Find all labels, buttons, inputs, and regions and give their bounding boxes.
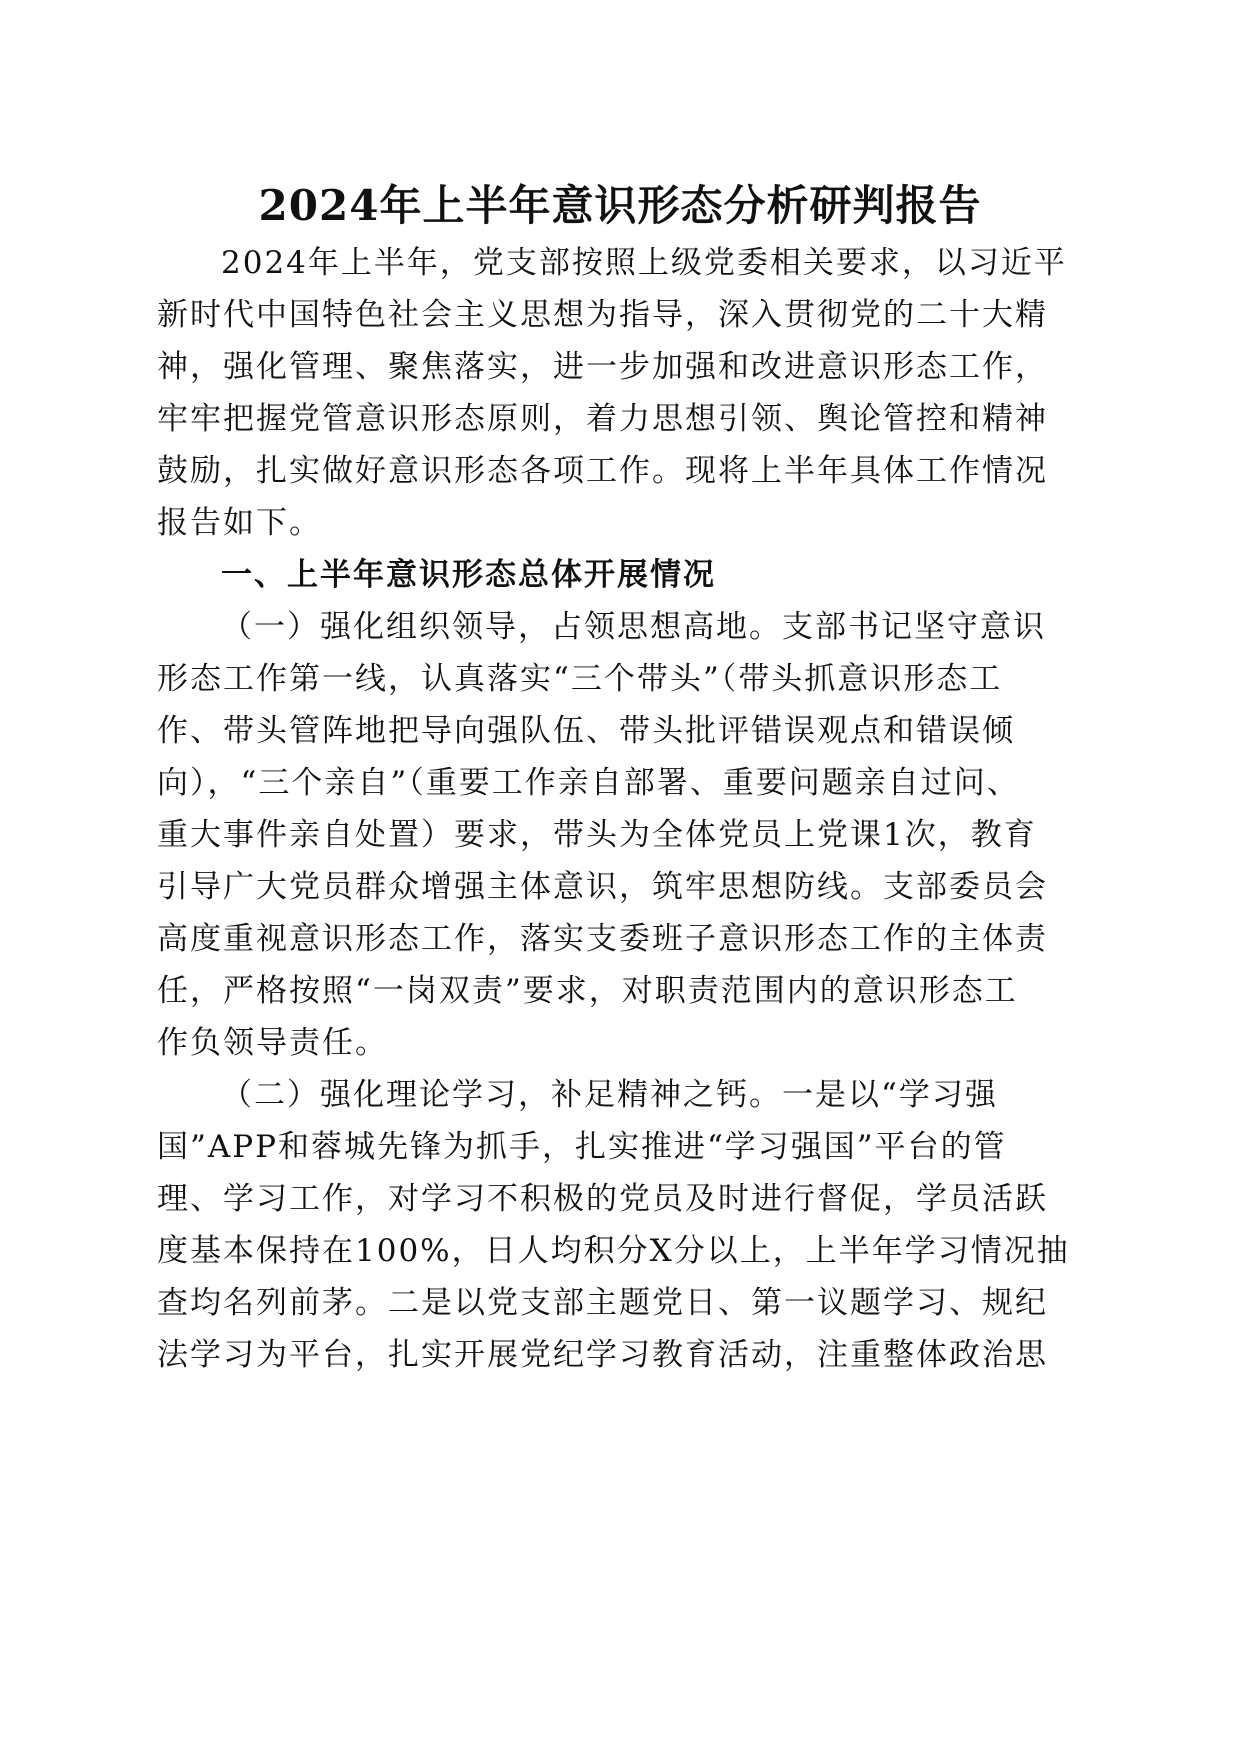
paragraph-line: 形态工作第一线，认真落实“三个带头”（带头抓意识形态工 bbox=[157, 661, 1003, 697]
paragraph-line: 作、带头管阵地把导向强队伍、带头批评错误观点和错误倾 bbox=[157, 713, 1015, 749]
paragraph-line: 新时代中国特色社会主义思想为指导，深入贯彻党的二十大精 bbox=[157, 297, 1048, 333]
paragraph-line: 度基本保持在100%，日人均积分X分以上，上半年学习情况抽 bbox=[157, 1233, 1070, 1269]
paragraph-line: 神，强化管理、聚焦落实，进一步加强和改进意识形态工作， bbox=[157, 349, 1048, 385]
paragraph-line: 查均名列前茅。二是以党支部主题党日、第一议题学习、规纪 bbox=[157, 1285, 1048, 1321]
paragraph-line: 2024年上半年，党支部按照上级党委相关要求，以习近平 bbox=[221, 245, 1067, 281]
paragraph-line: 国”APP和蓉城先锋为抓手，扎实推进“学习强国”平台的管 bbox=[157, 1129, 1007, 1165]
paragraph-line: 牢牢把握党管意识形态原则，着力思想引领、舆论管控和精神 bbox=[157, 401, 1048, 437]
paragraph-line: 引导广大党员群众增强主体意识，筑牢思想防线。支部委员会 bbox=[157, 869, 1048, 905]
document-title: 2024年上半年意识形态分析研判报告 bbox=[258, 181, 982, 230]
paragraph-line: 鼓励，扎实做好意识形态各项工作。现将上半年具体工作情况 bbox=[157, 453, 1048, 489]
paragraph-line: （二）强化理论学习，补足精神之钙。一是以“学习强 bbox=[221, 1077, 998, 1113]
paragraph-line: 任，严格按照“一岗双责”要求，对职责范围内的意识形态工 bbox=[157, 973, 1018, 1009]
paragraph-line: 高度重视意识形态工作，落实支委班子意识形态工作的主体责 bbox=[157, 921, 1048, 957]
paragraph-line: （一）强化组织领导，占领思想高地。支部书记坚守意识 bbox=[221, 609, 1046, 645]
paragraph-line: 作负领导责任。 bbox=[157, 1025, 388, 1061]
paragraph-line: 理、学习工作，对学习不积极的党员及时进行督促，学员活跃 bbox=[157, 1181, 1048, 1217]
paragraph-line: 报告如下。 bbox=[157, 505, 322, 541]
paragraph-line: 法学习为平台，扎实开展党纪学习教育活动，注重整体政治思 bbox=[157, 1337, 1048, 1373]
paragraph-line: 向），“三个亲自”（重要工作亲自部署、重要问题亲自过问、 bbox=[157, 765, 1020, 801]
section-heading: 一、上半年意识形态总体开展情况 bbox=[221, 557, 716, 593]
paragraph-line: 重大事件亲自处置）要求，带头为全体党员上党课1次，教育 bbox=[157, 817, 1037, 853]
